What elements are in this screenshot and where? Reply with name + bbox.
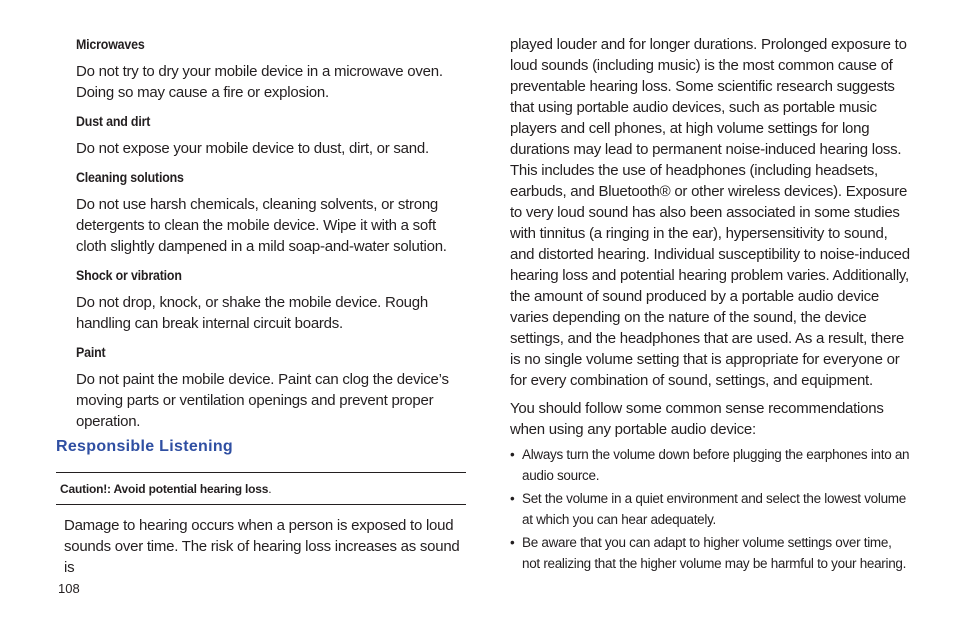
- shock-text: Do not drop, knock, or shake the mobile device. Rough handling can break internal circuit boards.: [76, 294, 428, 332]
- caution-label: Caution!: Avoid potential hearing loss: [60, 482, 269, 496]
- paint-heading: Paint: [76, 345, 106, 360]
- cleaning-heading: Cleaning solutions: [76, 170, 184, 185]
- paint-section: [56, 342, 466, 432]
- list-item: [510, 444, 910, 486]
- bullet-icon: •: [510, 535, 515, 550]
- left-column: [56, 34, 466, 578]
- list-item: [510, 488, 910, 530]
- list-item-text: Always turn the volume down before plugging the earphones into an audio source.: [522, 447, 910, 483]
- list-item: [510, 532, 910, 574]
- continued-text: played louder and for longer durations. Prolonged exposure to loud sounds (including music) is the most common cause of preventable hearing loss. Some scientific research suggests that using portable audio devices, such as portable music players and cell phones, at high volume settings for long durations may lead to permanent noise-induced hearing loss. This includes the use of headphones (including headsets, earbuds, and Bluetooth® or other wireless devices). Exposure to very loud sound has also been associated in some studies with tinnitus (a ringing in the ear), hypersensitivity to sound, and distorted hearing. Individual susceptibility to noise-induced hearing loss and potential hearing problem varies. Additionally, the amount of sound produced by a portable audio device varies depending on the nature of the sound, the device settings, and the headphones that are used. As a result, there is no single volume setting that is appropriate for everyone or for every combination of sound, settings, and equipment.: [510, 36, 910, 389]
- microwaves-heading: Microwaves: [76, 37, 145, 52]
- section-title: Responsible Listening: [56, 438, 233, 455]
- list-item-text: Be aware that you can adapt to higher volume settings over time, not realizing that the higher volume may be harmful to your hearing.: [522, 535, 907, 571]
- right-column: [510, 34, 910, 576]
- microwaves-text: Do not try to dry your mobile device in a microwave oven. Doing so may cause a fire or explosion.: [76, 63, 443, 101]
- bullet-icon: •: [510, 447, 515, 462]
- recommendations-intro: You should follow some common sense recommendations when using any portable audio device:: [510, 400, 884, 438]
- bullet-icon: •: [510, 491, 515, 506]
- cleaning-text: Do not use harsh chemicals, cleaning solvents, or strong detergents to clean the mobile device. Wipe it with a soft cloth slightly dampened in a mild soap-and-water solution.: [76, 196, 447, 255]
- paint-text: Do not paint the mobile device. Paint can clog the device’s moving parts or ventilation openings and prevent proper operation.: [76, 371, 449, 430]
- microwaves-section: [56, 34, 466, 103]
- caution-box: [56, 472, 466, 505]
- recommendations-list: [510, 444, 910, 574]
- shock-section: [56, 265, 466, 334]
- hearing-intro: Damage to hearing occurs when a person is exposed to loud sounds over time. The risk of hearing loss increases as sound is: [64, 517, 460, 576]
- dust-section: [56, 111, 466, 159]
- cleaning-section: [56, 167, 466, 257]
- dust-text: Do not expose your mobile device to dust, dirt, or sand.: [76, 140, 429, 157]
- page-number: 108: [58, 581, 80, 596]
- list-item-text: Set the volume in a quiet environment and select the lowest volume at which you can hear adequately.: [522, 491, 906, 527]
- dust-heading: Dust and dirt: [76, 114, 151, 129]
- caution-trailing: .: [268, 482, 272, 496]
- shock-heading: Shock or vibration: [76, 268, 182, 283]
